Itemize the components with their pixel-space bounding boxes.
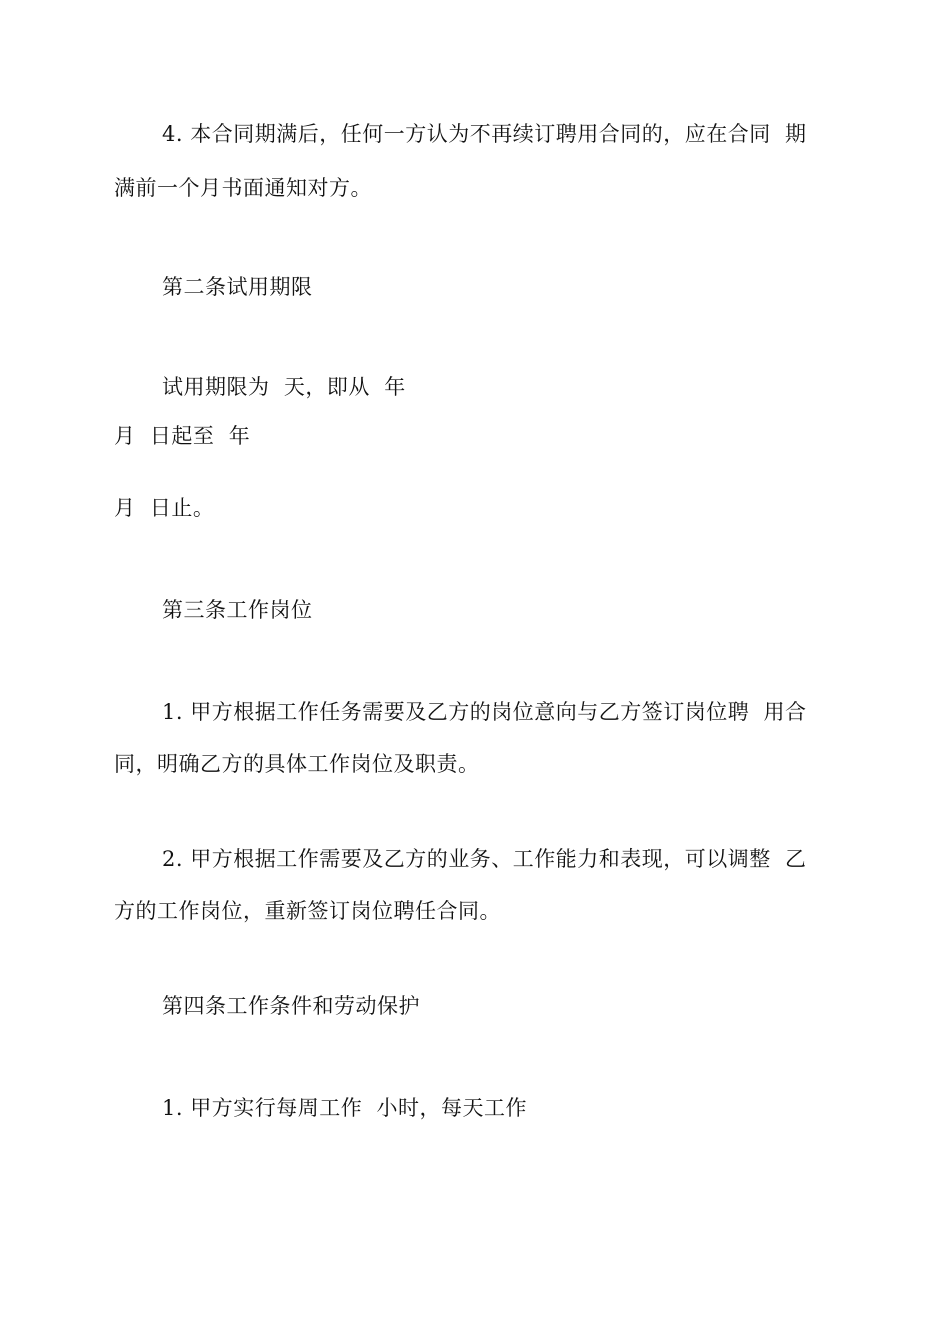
paragraph-line: 同，明确乙方的具体工作岗位及职责。 [114,752,480,776]
paragraph-line: 方的工作岗位，重新签订岗位聘任合同。 [114,899,501,923]
section-heading: 第三条工作岗位 [162,598,313,622]
paragraph-line: 1. 甲方根据工作任务需要及乙方的岗位意向与乙方签订岗位聘 用合 [162,700,807,724]
section-heading: 第四条工作条件和劳动保护 [162,994,420,1018]
paragraph-line: 试用期限为 天，即从 年 [162,375,406,399]
paragraph-line: 满前一个月书面通知对方。 [114,176,372,200]
paragraph-line: 1. 甲方实行每周工作 小时，每天工作 [162,1096,528,1120]
paragraph-line: 月 日起至 年 [114,424,251,448]
paragraph-line: 月 日止。 [114,496,215,520]
paragraph-line: 2. 甲方根据工作需要及乙方的业务、工作能力和表现，可以调整 乙 [162,847,807,871]
section-heading: 第二条试用期限 [162,275,313,299]
paragraph-line: 4. 本合同期满后，任何一方认为不再续订聘用合同的，应在合同 期 [162,122,807,146]
